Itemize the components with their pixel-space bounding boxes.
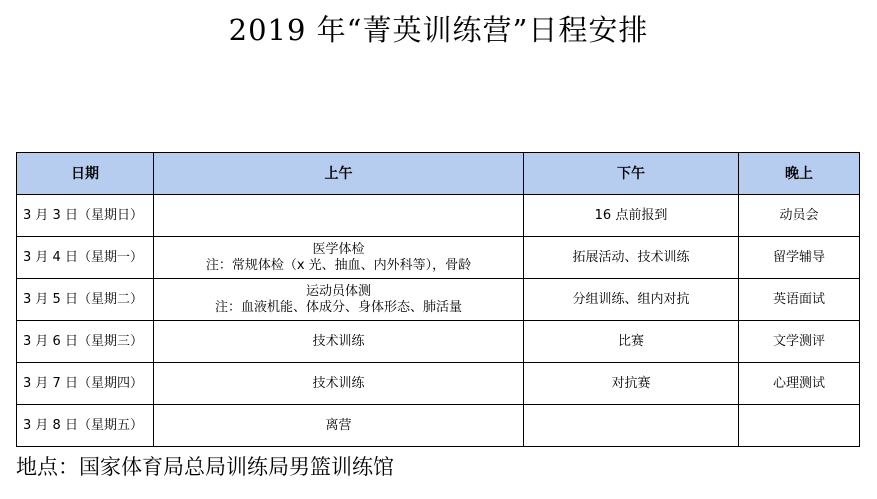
header-date: 日期 <box>17 153 154 195</box>
morning-cell <box>154 237 524 279</box>
morning-note: 注：常规体检（x 光、抽血、内外科等），骨龄 <box>205 257 472 273</box>
morning-cell <box>154 363 524 405</box>
morning-cell <box>154 195 524 237</box>
table-row <box>17 279 860 321</box>
table-row <box>17 195 860 237</box>
date-cell: 3 月 4 日（星期一） <box>17 237 154 279</box>
morning-activity: 医学体检 <box>312 241 365 257</box>
morning-cell <box>154 321 524 363</box>
morning-note: 注：血液机能、体成分、身体形态、肺活量 <box>214 299 462 315</box>
header-evening: 晚上 <box>739 153 860 195</box>
date-cell: 3 月 7 日（星期四） <box>17 363 154 405</box>
afternoon-cell: 16 点前报到 <box>524 195 739 237</box>
table-row <box>17 405 860 447</box>
date-cell: 3 月 3 日（星期日） <box>17 195 154 237</box>
morning-cell <box>154 405 524 447</box>
table-row <box>17 321 860 363</box>
morning-activity: 技术训练 <box>312 333 365 349</box>
evening-cell: 动员会 <box>739 195 860 237</box>
evening-cell: 心理测试 <box>739 363 860 405</box>
table-row <box>17 237 860 279</box>
header-morning: 上午 <box>154 153 524 195</box>
evening-cell: 文学测评 <box>739 321 860 363</box>
morning-activity: 技术训练 <box>312 375 365 391</box>
page-title: 2019 年“菁英训练营”日程安排 <box>228 13 649 47</box>
morning-activity: 运动员体测 <box>305 283 371 299</box>
date-cell: 3 月 5 日（星期二） <box>17 279 154 321</box>
morning-activity: 离营 <box>325 417 352 433</box>
header-afternoon: 下午 <box>524 153 739 195</box>
table-row <box>17 363 860 405</box>
table-header-row <box>17 153 860 195</box>
evening-cell <box>739 405 860 447</box>
afternoon-cell <box>524 405 739 447</box>
afternoon-cell: 比赛 <box>524 321 739 363</box>
date-cell: 3 月 8 日（星期五） <box>17 405 154 447</box>
schedule-table <box>16 152 860 447</box>
location-text: 地点：国家体育局总局训练局男篮训练馆 <box>16 455 394 479</box>
morning-cell <box>154 279 524 321</box>
evening-cell: 英语面试 <box>739 279 860 321</box>
afternoon-cell: 拓展活动、技术训练 <box>524 237 739 279</box>
afternoon-cell: 分组训练、组内对抗 <box>524 279 739 321</box>
date-cell: 3 月 6 日（星期三） <box>17 321 154 363</box>
afternoon-cell: 对抗赛 <box>524 363 739 405</box>
evening-cell: 留学辅导 <box>739 237 860 279</box>
